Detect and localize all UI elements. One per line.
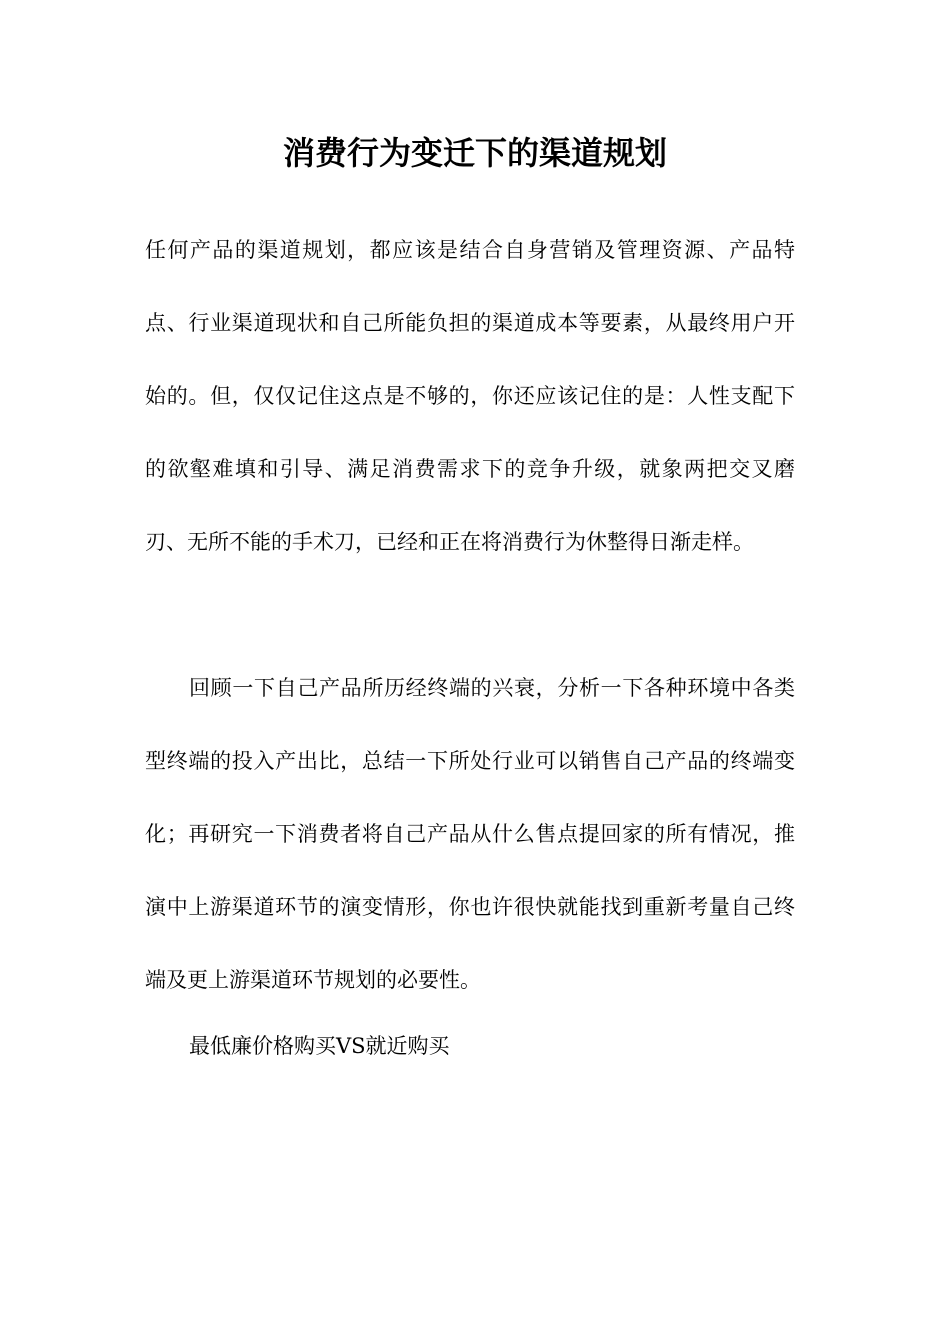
section-heading: 最低廉价格购买VS就近购买 [189,1034,450,1058]
paragraph-1: 任何产品的渠道规划，都应该是结合自身营销及管理资源、产品特点、行业渠道现状和自己所能负担的渠道成本等要素，从最终用户开始的。但，仅仅记住这点是不够的，你还应该记住的是：人性支配下的欲壑难填和引导、满足消费需求下的竞争升级，就象两把交叉磨刃、无所不能的手术刀，已经和正在将消费行为休整得日渐走样。 [145,238,795,554]
document-title: 消费行为变迁下的渠道规划 [282,134,667,172]
paragraph-2: 回顾一下自己产品所历经终端的兴衰，分析一下各种环境中各类型终端的投入产出比，总结一下所处行业可以销售自己产品的终端变化；再研究一下消费者将自己产品从什么售点提回家的所有情况，推演中上游渠道环节的演变情形，你也许很快就能找到重新考量自己终端及更上游渠道环节规划的必要性。 [145,676,795,992]
